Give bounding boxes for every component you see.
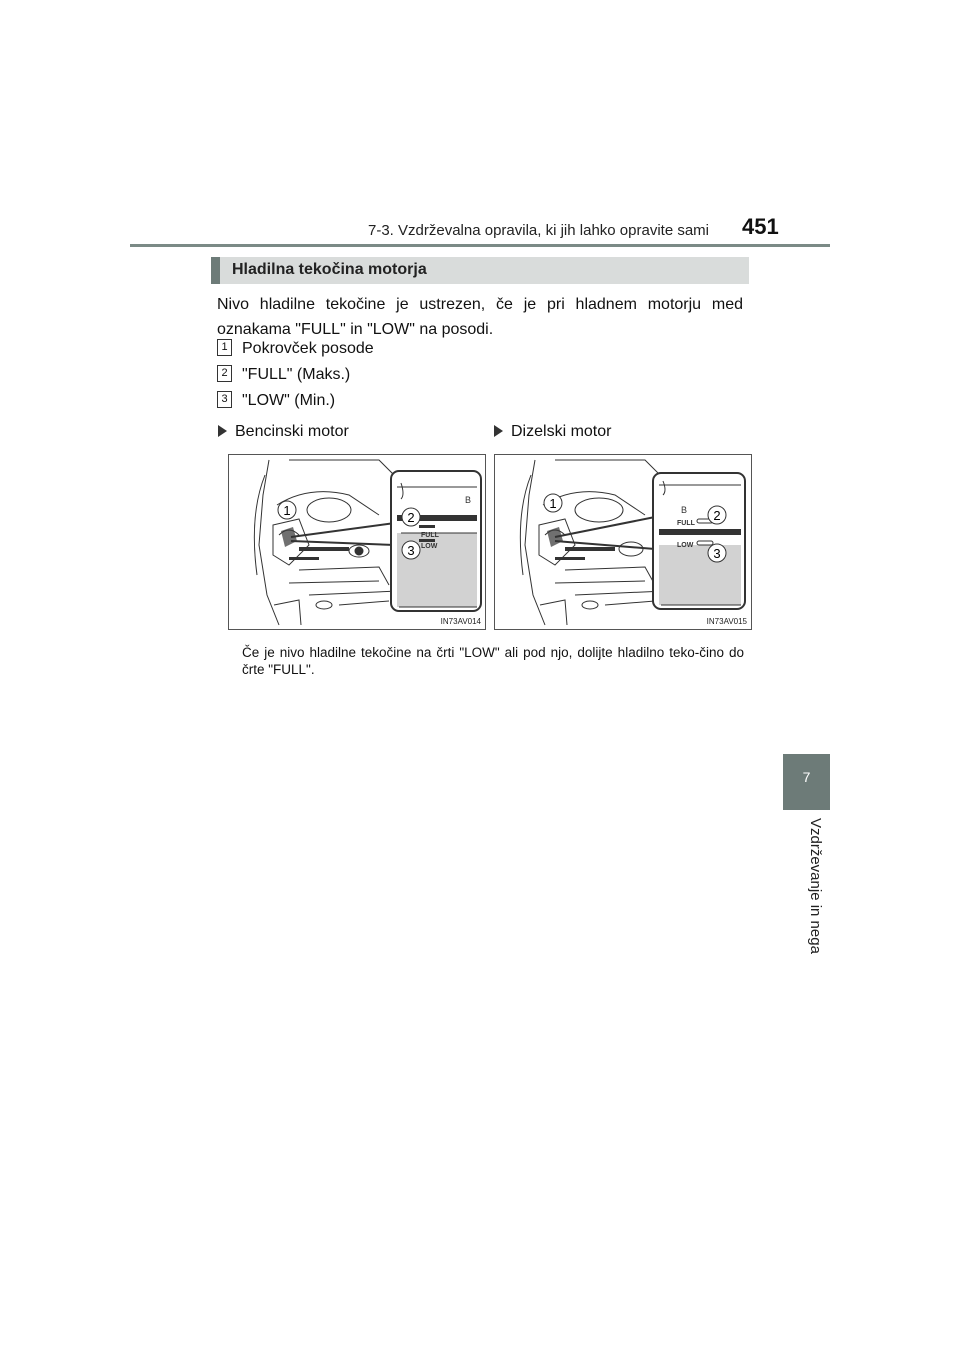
legend-number: 1 (217, 339, 232, 356)
legend-number: 2 (217, 365, 232, 382)
triangle-bullet-icon (494, 425, 503, 437)
callout-2: 2 (407, 510, 415, 525)
legend-text: "FULL" (Maks.) (242, 366, 351, 383)
callout-1: 1 (549, 496, 557, 511)
figure-petrol-engine (228, 454, 486, 630)
callout-3: 3 (407, 543, 415, 558)
figure-diesel-engine (494, 454, 752, 630)
legend-text: "LOW" (Min.) (242, 392, 336, 409)
intro-paragraph: Nivo hladilne tekočine je ustrezen, če je pri hladnem motorju med oznakama "FULL" in "LOW" na posodi. (217, 296, 743, 338)
section-heading-bar (211, 257, 749, 284)
legend-number: 3 (217, 391, 232, 408)
section-title: Hladilna tekočina motorja (232, 261, 427, 278)
tank-full-label: FULL (421, 532, 439, 539)
tank-full-label: FULL (677, 520, 695, 527)
engine-illustration (495, 455, 751, 629)
callout-3: 3 (713, 546, 721, 561)
figure-code: IN73AV015 (706, 617, 747, 626)
page-number: 451 (742, 214, 779, 239)
legend-item (217, 340, 374, 358)
callout-2: 2 (713, 508, 721, 523)
subheading-diesel: Dizelski motor (494, 423, 611, 441)
legend-text: Pokrovček posode (242, 340, 374, 357)
tank-b-label: B (465, 495, 472, 505)
tank-b-label: B (681, 505, 688, 515)
triangle-bullet-icon (218, 425, 227, 437)
refill-note: Če je nivo hladilne tekočine na črti "LOW" ali pod njo, dolijte hladilno teko-čino do črte "FULL". (242, 645, 744, 677)
chapter-title-vertical: Vzdrževanje in nega (807, 818, 824, 954)
legend-item (217, 366, 350, 384)
callout-1: 1 (283, 503, 291, 518)
running-header: 7-3. Vzdrževalna opravila, ki jih lahko opravite sami (368, 222, 709, 239)
engine-illustration (229, 455, 485, 629)
chapter-tab: 7 (783, 754, 830, 810)
header-divider (130, 244, 830, 247)
legend-item (217, 392, 335, 410)
subheading-petrol: Bencinski motor (218, 423, 349, 441)
tank-low-label: LOW (421, 543, 438, 550)
tank-low-label: LOW (677, 542, 694, 549)
figure-code: IN73AV014 (440, 617, 481, 626)
